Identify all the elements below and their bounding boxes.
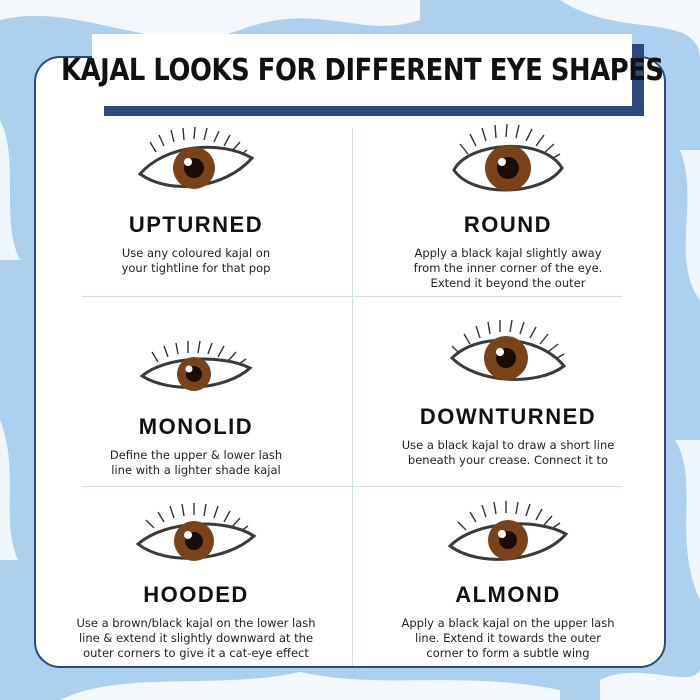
downturned-eye-icon — [438, 314, 578, 404]
shape-description — [46, 448, 346, 478]
infographic-card — [34, 56, 666, 668]
eye-shape-round — [358, 122, 658, 291]
hooded-eye-icon — [126, 492, 266, 582]
description-line: corner to form a subtle wing — [426, 646, 590, 660]
row-divider — [82, 486, 622, 487]
round-eye-icon — [438, 122, 578, 212]
shape-description — [358, 616, 658, 661]
description-line: Apply a black kajal on the upper lash — [401, 616, 615, 630]
shape-name: HOODED — [143, 582, 249, 607]
shape-name: ROUND — [463, 212, 553, 237]
eye-shape-downturned — [358, 314, 658, 468]
almond-eye-icon — [438, 492, 578, 582]
description-line: line with a lighter shade kajal — [111, 463, 281, 477]
eye-shape-monolid — [46, 324, 346, 478]
eye-shape-almond — [358, 492, 658, 661]
eye-shape-hooded — [46, 492, 346, 661]
shape-name: MONOLID — [138, 414, 254, 439]
description-line: beneath your crease. Connect it to — [407, 453, 609, 467]
page-title: KAJAL LOOKS FOR DIFFERENT EYE SHAPES — [60, 52, 664, 88]
description-line: line. Extend it towards the outer — [415, 631, 601, 645]
shape-description — [358, 438, 658, 468]
shape-description — [46, 616, 346, 661]
description-line: Use any coloured kajal on — [121, 246, 271, 260]
description-line: from the inner corner of the eye. — [413, 261, 603, 275]
shape-description — [46, 246, 346, 276]
shape-name: UPTURNED — [128, 212, 264, 237]
title-inner — [60, 34, 664, 106]
upturned-eye-icon — [126, 122, 266, 212]
description-line: Use a black kajal to draw a short line — [401, 438, 615, 452]
monolid-eye-icon — [126, 324, 266, 414]
column-divider — [352, 128, 353, 668]
shape-description — [358, 246, 658, 291]
eye-shape-upturned — [46, 122, 346, 276]
description-line: Define the upper & lower lash — [109, 448, 283, 462]
shape-name: ALMOND — [455, 582, 561, 607]
description-line: Apply a black kajal slightly away — [414, 246, 602, 260]
description-line: line & extend it slightly downward at the — [78, 631, 314, 645]
description-line: Use a brown/black kajal on the lower lash — [76, 616, 316, 630]
description-line: outer corners to give it a cat-eye effect — [83, 646, 309, 660]
row-divider — [82, 296, 622, 297]
description-line: your tightline for that pop — [121, 261, 271, 275]
shape-name: DOWNTURNED — [419, 404, 597, 429]
description-line: Extend it beyond the outer — [430, 276, 586, 290]
title-banner — [60, 34, 664, 112]
